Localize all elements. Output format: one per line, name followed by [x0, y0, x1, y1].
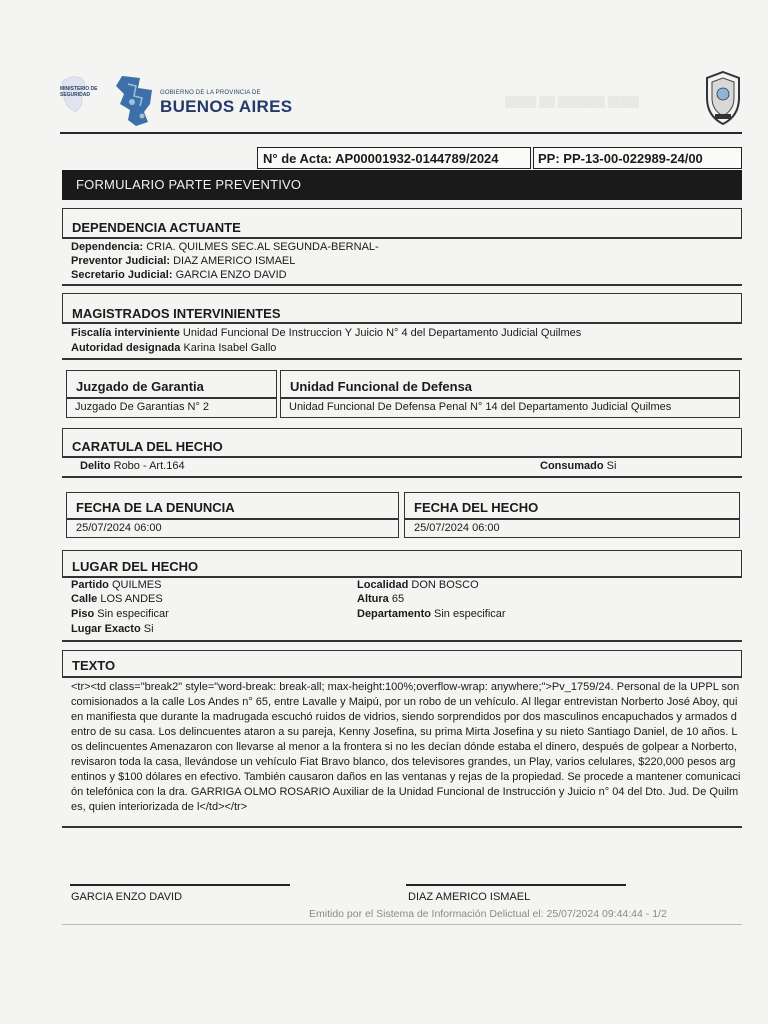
texto-body: <tr><td class="break2" style="word-break: break-all; max-height:100%;overflow-wrap: anywhere;">Pv_1759/24. Personal de la UPPL son comisionados a la calle Los Andes n° 65, entre Lavalle y Maipú, por un robo de un vehículo. Al llegar entrevistan Norberto José Aboy, quien manifiesta que durante la madrugada escuchó ruidos de vidrios, siendo sorprendidos por dos masculinos encapuchados y armados dentro de su casa. Los delincuentes ataron a su pareja, Kenny Josefina, su prima Mirta Josefina y su nieto Santiago Daniel, de 10 años. Los delincuentes Amenazaron con llevarse al menor a la frontera si no les decían dónde estaba el dinero, después de golpear a Norberto, revisaron toda la casa, llevándose un vehículo Fiat Bravo blanco, dos televisores grandes, un Play, varios celulares, $220,000 pesos argentinos y $100 dólares en efectivo. También causaron daños en las ventanas y rejas de la propiedad. Se procede a mantener comunicación telefónica con la dra. GARRIGA OLMO ROSARIO Auxiliar de la Unidad Funcional de Instrucción y Juicio n° 04 del Dto. Jud. De Quilmes, quien interiorizada de l</td></tr> — [71, 681, 741, 813]
magistrados-title: MAGISTRADOS INTERVINIENTES — [72, 306, 281, 321]
divider — [62, 284, 742, 286]
fecha-denuncia-title: FECHA DE LA DENUNCIA — [76, 500, 235, 515]
lugar-exacto-row — [71, 623, 154, 635]
divider — [281, 397, 739, 399]
divider — [67, 518, 398, 520]
calle-label: Calle — [71, 593, 98, 605]
delito-row — [80, 460, 185, 472]
preventor-label: Preventor Judicial: — [71, 255, 171, 267]
magistrados-section — [62, 293, 742, 323]
lugar-title: LUGAR DEL HECHO — [72, 559, 199, 574]
fecha-denuncia-section — [66, 492, 399, 538]
delito-label: Delito — [80, 460, 111, 472]
consumado-row — [540, 460, 616, 472]
fecha-hecho-section — [404, 492, 740, 538]
calle-value: LOS ANDES — [100, 593, 163, 605]
partido-value: QUILMES — [111, 579, 162, 591]
lugar-section — [62, 550, 742, 576]
juzgado-title: Juzgado de Garantia — [76, 379, 204, 394]
fecha-hecho-title: FECHA DEL HECHO — [414, 500, 539, 515]
divider — [62, 358, 742, 360]
localidad-value: DON BOSCO — [411, 579, 479, 591]
fecha-denuncia-value: 25/07/2024 06:00 — [76, 522, 162, 534]
piso-label: Piso — [71, 608, 95, 620]
dependencia-row — [71, 241, 379, 253]
dependencia-title: DEPENDENCIA ACTUANTE — [72, 220, 241, 235]
fiscalia-value: Unidad Funcional De Instruccion Y Juicio N° 4 del Departamento Judicial Quilmes — [182, 327, 582, 339]
dependencia-label: Dependencia: — [71, 241, 144, 253]
caratula-title: CARATULA DEL HECHO — [72, 439, 223, 454]
localidad-row — [357, 579, 479, 591]
divider — [62, 640, 742, 642]
defensa-section — [280, 370, 740, 418]
dependencia-section — [62, 208, 742, 238]
signature-name-left: GARCIA ENZO DAVID — [71, 891, 183, 903]
divider — [62, 456, 742, 458]
ghost-text: ▒▒▒▒ ▒▒ ▒▒▒▒▒▒ ▒▒▒▒ — [505, 96, 639, 108]
juzgado-value: Juzgado De Garantias N° 2 — [75, 401, 210, 413]
numero-pp: PP: PP-13-00-022989-24/00 — [533, 147, 742, 169]
partido-row — [71, 579, 161, 591]
divider — [62, 676, 742, 678]
defensa-value: Unidad Funcional De Defensa Penal N° 14 del Departamento Judicial Quilmes — [289, 401, 672, 413]
piso-row — [71, 608, 169, 620]
footer-rule — [62, 924, 742, 925]
preventor-row — [71, 255, 295, 267]
texto-title: TEXTO — [72, 658, 116, 673]
consumado-label: Consumado — [540, 460, 604, 472]
calle-row — [71, 593, 163, 605]
header-rule — [60, 132, 742, 134]
secretario-label: Secretario Judicial: — [71, 269, 173, 281]
dependencia-value: CRIA. QUILMES SEC.AL SEGUNDA-BERNAL- — [146, 241, 379, 253]
delito-value: Robo - Art.164 — [113, 460, 185, 472]
fiscalia-row — [71, 327, 581, 339]
police-badge-icon — [703, 70, 743, 126]
lugar-exacto-label: Lugar Exacto — [71, 623, 141, 635]
secretario-value: GARCIA ENZO DAVID — [175, 269, 287, 281]
localidad-label: Localidad — [357, 579, 409, 591]
departamento-label: Departamento — [357, 608, 431, 620]
preventor-value: DIAZ AMERICO ISMAEL — [173, 255, 296, 267]
juzgado-section — [66, 370, 277, 418]
divider — [62, 476, 742, 478]
signature-line-left — [70, 884, 290, 886]
piso-value: Sin especificar — [97, 608, 169, 620]
buenos-aires-map-icon — [114, 74, 156, 128]
departamento-row — [357, 608, 506, 620]
divider — [62, 237, 742, 239]
altura-label: Altura — [357, 593, 389, 605]
consumado-value: Si — [606, 460, 617, 472]
form-title-bar: FORMULARIO PARTE PREVENTIVO — [62, 170, 742, 200]
partido-label: Partido — [71, 579, 109, 591]
divider — [62, 826, 742, 828]
defensa-title: Unidad Funcional de Defensa — [290, 379, 473, 394]
gobierno-label: GOBIERNO DE LA PROVINCIA DE — [160, 90, 261, 96]
texto-section — [62, 650, 742, 676]
secretario-row — [71, 269, 287, 281]
signature-line-right — [406, 884, 626, 886]
caratula-section — [62, 428, 742, 456]
autoridad-value: Karina Isabel Gallo — [183, 342, 277, 354]
buenos-aires-title: BUENOS AIRES — [160, 97, 293, 116]
fecha-hecho-value: 25/07/2024 06:00 — [414, 522, 500, 534]
autoridad-row — [71, 342, 276, 354]
fiscalia-label: Fiscalía interviniente — [71, 327, 180, 339]
altura-row — [357, 593, 404, 605]
altura-value: 65 — [391, 593, 405, 605]
ministerio-seguridad-logo — [60, 72, 120, 122]
divider — [67, 397, 276, 399]
divider — [62, 576, 742, 578]
divider — [62, 322, 742, 324]
departamento-value: Sin especificar — [434, 608, 506, 620]
signature-name-right: DIAZ AMERICO ISMAEL — [408, 891, 531, 903]
divider — [405, 518, 739, 520]
lugar-exacto-value: Si — [143, 623, 154, 635]
autoridad-label: Autoridad designada — [71, 342, 181, 354]
emitido-footer: Emitido por el Sistema de Información Delictual el: 25/07/2024 09:44:44 - 1/2 — [309, 908, 667, 920]
ministerio-label: MINISTERIO DE SEGURIDAD — [60, 86, 98, 98]
numero-acta: N° de Acta: AP00001932-0144789/2024 — [257, 147, 531, 169]
